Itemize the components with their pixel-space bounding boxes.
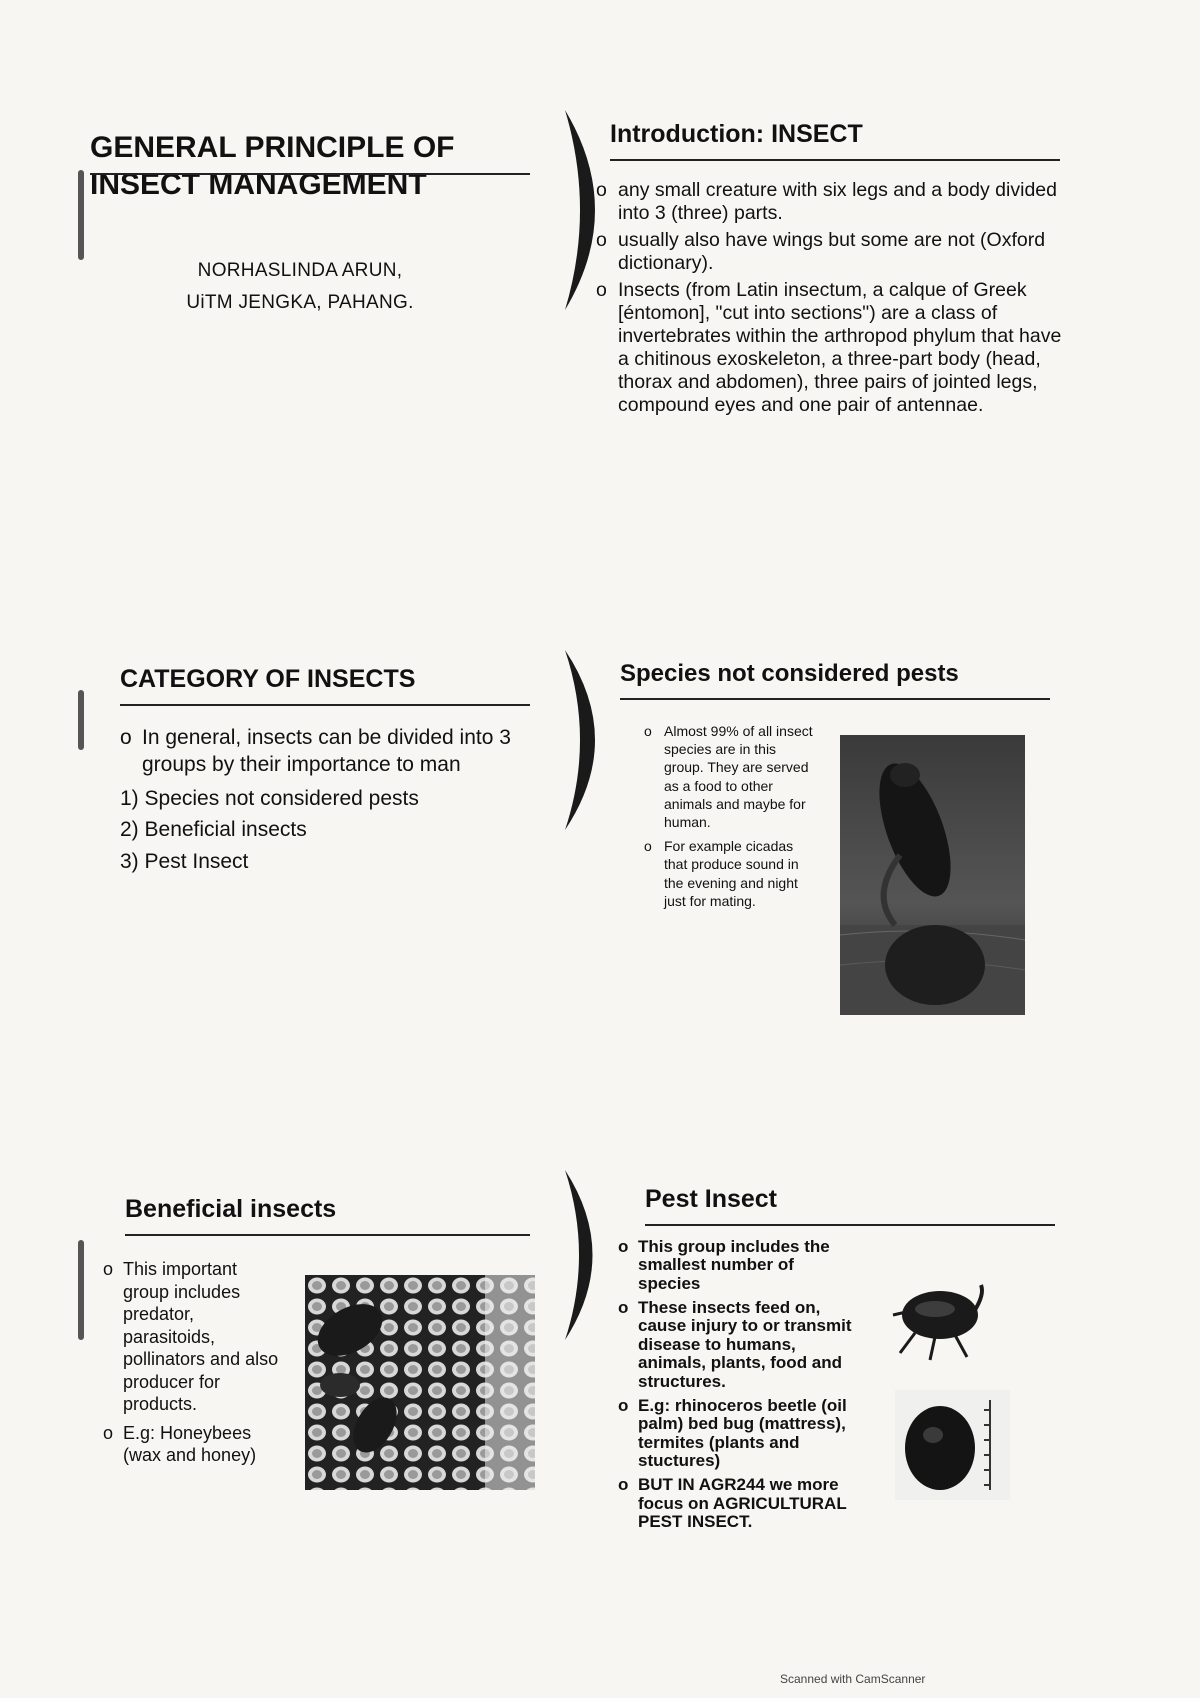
slide-introduction — [596, 120, 1070, 540]
slide-title: CATEGORY OF INSECTS — [120, 665, 416, 693]
bullet-list — [618, 1238, 858, 1531]
list-item: 3) Pest Insect — [120, 849, 249, 873]
slide-crescent-decoration — [565, 1170, 610, 1340]
slide-title: Species not considered pests — [620, 660, 959, 687]
list-item — [618, 1476, 858, 1531]
slide-title — [90, 130, 560, 550]
slide-title: Pest Insect — [645, 1185, 778, 1213]
list-item — [644, 837, 814, 910]
title-rule — [90, 173, 530, 175]
bullet-marker: o — [596, 179, 607, 201]
bullet-marker: o — [644, 723, 652, 739]
cicada-photo — [840, 735, 1025, 1015]
bullet-text: In general, insects can be divided into 3 groups by their importance to man — [142, 726, 511, 777]
left-edge-mark — [78, 170, 84, 260]
bullet-marker: o — [120, 726, 132, 749]
bullet-text: This important group includes predator, parasitoids, pollinators and also producer for products. — [123, 1259, 279, 1414]
slide-title: Beneficial insects — [125, 1195, 337, 1223]
author-name: NORHASLINDA ARUN, — [197, 260, 403, 281]
main-title-line2: INSECT MANAGEMENT — [90, 167, 427, 201]
bullet-list — [644, 722, 814, 910]
honeycomb-photo — [305, 1275, 535, 1490]
list-item — [103, 1258, 283, 1416]
bed-bug-photo — [895, 1390, 1010, 1500]
title-rule — [645, 1224, 1055, 1226]
bullet-marker: o — [596, 279, 607, 301]
bullet-text: any small creature with six legs and a body divided into 3 (three) parts. — [618, 179, 1057, 224]
slide-title: Introduction: INSECT — [610, 120, 863, 148]
bullet-marker: o — [596, 229, 607, 251]
author-block — [90, 255, 510, 320]
list-item — [618, 1397, 858, 1470]
title-rule — [125, 1234, 530, 1236]
list-item — [120, 724, 540, 779]
slide-category — [120, 665, 540, 1085]
bullet-marker: o — [618, 1395, 629, 1415]
left-edge-mark — [78, 690, 84, 750]
left-edge-mark — [78, 1240, 84, 1340]
bullet-list — [120, 724, 540, 779]
slide-crescent-decoration — [565, 650, 615, 830]
list-item: 1) Species not considered pests — [120, 786, 419, 810]
bullet-text: usually also have wings but some are not (Oxford dictionary). — [618, 229, 1046, 274]
numbered-list — [120, 783, 540, 878]
rhinoceros-beetle-photo — [885, 1275, 995, 1365]
list-item — [596, 279, 1070, 417]
author-affiliation: UiTM JENGKA, PAHANG. — [186, 292, 414, 314]
bullet-marker: o — [103, 1259, 114, 1279]
list-item — [618, 1299, 858, 1391]
bullet-marker: o — [618, 1237, 629, 1256]
list-item — [644, 722, 814, 831]
bullet-list — [103, 1258, 283, 1467]
bullet-text: These insects feed on, cause injury to or transmit disease to humans, animals, plants, food and structures. — [638, 1298, 852, 1391]
list-item — [596, 229, 1070, 275]
bullet-text: Insects (from Latin insectum, a calque of Greek [éntomon], "cut into sections") are a class of invertebrates within the arthropod phylum that have a chitinous exoskeleton, a three-part body (head, thorax and abdomen), three pairs of jointed legs, compound eyes and one pair of antennae. — [618, 279, 1062, 416]
bullet-list — [596, 179, 1070, 417]
bullet-marker: o — [644, 838, 652, 855]
bullet-marker: o — [103, 1422, 114, 1443]
bullet-text: For example cicadas that produce sound in the evening and night just for mating. — [664, 838, 799, 909]
main-title-line1: GENERAL PRINCIPLE OF — [90, 131, 455, 164]
title-rule — [610, 159, 1060, 161]
list-item — [618, 1238, 858, 1293]
title-rule — [620, 698, 1050, 700]
scanner-footer: Scanned with CamScanner — [780, 1672, 926, 1686]
bullet-text: BUT IN AGR244 we more focus on AGRICULTURAL PEST INSECT. — [638, 1475, 847, 1532]
list-item: 2) Beneficial insects — [120, 818, 307, 842]
bullet-marker: o — [618, 1475, 629, 1495]
list-item — [596, 179, 1070, 225]
bullet-text: This group includes the smallest number of species — [638, 1237, 830, 1293]
bullet-marker: o — [618, 1298, 629, 1318]
bullet-text: E.g: Honeybees (wax and honey) — [123, 1422, 257, 1465]
main-title — [90, 130, 560, 203]
title-rule — [120, 704, 530, 706]
bullet-text: E.g: rhinoceros beetle (oil palm) bed bug (mattress), termites (plants and stuctures) — [638, 1395, 847, 1470]
bullet-text: Almost 99% of all insect species are in this group. They are served as a food to other animals and maybe for human. — [664, 723, 813, 830]
list-item — [103, 1422, 283, 1467]
